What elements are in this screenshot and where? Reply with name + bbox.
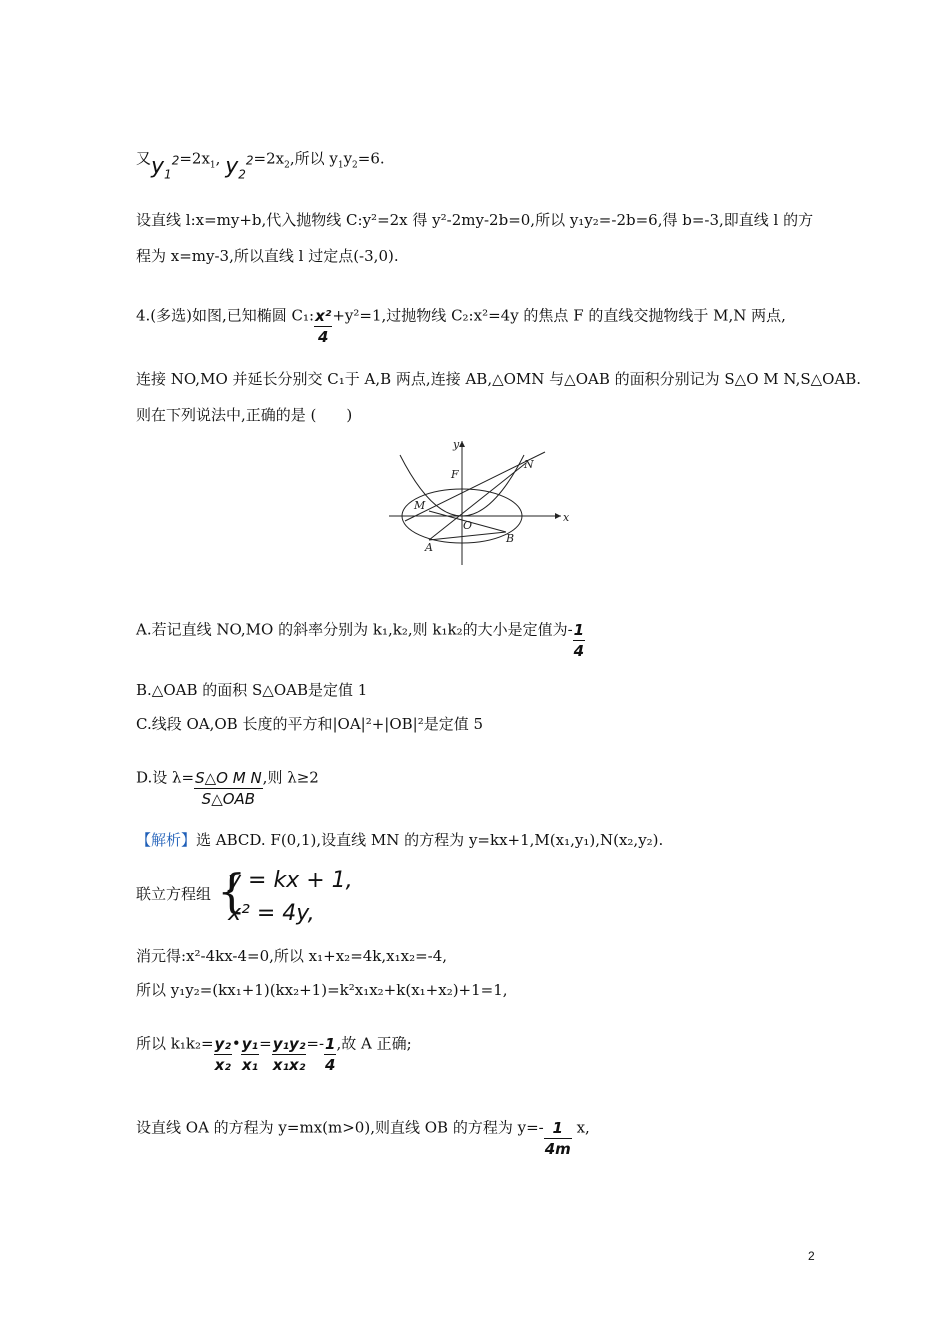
solution-line-4: 所以 k₁k₂= $\frac{\text{y₂}}{\text{x₂}}$ • $\frac{\text{y₁}}{\text{x₁}}$ = $\frac{\text{y₁y₂}}{\text{x₁x₂}}$ =- $\frac{1}{4}$ ,故 A 正确; <box>136 1034 412 1074</box>
label-x: x <box>563 511 570 524</box>
fraction-x2-over-4: $\frac{\text{x²}}{4}$ <box>315 307 332 346</box>
line-3: 程为 x=my-3,所以直线 l 过定点(-3,0). <box>136 247 399 265</box>
y2-squared: $y_2^2$ <box>225 154 254 182</box>
question-4-line-1: 4.(多选)如图,已知椭圆 C₁: $\frac{\text{x²}}{4}$ +y²=1,过抛物线 C₂:x²=4y 的焦点 F 的直线交抛物线于 M,N 两点, <box>136 306 786 346</box>
system-eq-2: x² = 4y, <box>228 901 315 926</box>
solution-line-5: 设直线 OA 的方程为 y=mx(m>0),则直线 OB 的方程为 y=- $\frac{1}{4m}$ x, <box>136 1118 590 1158</box>
line-2: 设直线 l:x=my+b,代入抛物线 C:y²=2x 得 y²-2my-2b=0,所以 y₁y₂=-2b=6,得 b=-3,即直线 l 的方 <box>136 211 814 229</box>
fraction-y1-x1: $\frac{\text{y₁}}{\text{x₁}}$ <box>241 1035 259 1074</box>
solution-line-2: 消元得:x²-4kx-4=0,所以 x₁+x₂=4k,x₁x₂=-4, <box>136 947 448 965</box>
question-4-line-3: 则在下列说法中,正确的是 ( ) <box>136 406 353 424</box>
fraction-lambda: $\frac{\text{S△O M N}}{\text{S△OAB}}$ <box>195 769 262 808</box>
system-brace: { <box>217 864 247 918</box>
label-n: N <box>524 458 534 471</box>
solution-line-1: 【解析】选 ABCD. F(0,1),设直线 MN 的方程为 y=kx+1,M(x₁,y₁),N(x₂,y₂). <box>136 831 664 849</box>
option-d: D.设 λ= $\frac{\text{S△O M N}}{\text{S△OAB}}$ ,则 λ≥2 <box>136 768 319 808</box>
equation-system: 联立方程组 <box>136 885 212 903</box>
solution-tag: 【解析】 <box>136 831 197 849</box>
option-a: A.若记直线 NO,MO 的斜率分别为 k₁,k₂,则 k₁k₂的大小是定值为- $\frac{1}{4}$ <box>136 620 585 660</box>
label-b: B <box>506 532 515 545</box>
fraction-y1y2-x1x2: $\frac{\text{y₁y₂}}{\text{x₁x₂}}$ <box>272 1035 306 1074</box>
fraction-1-over-4m: $\frac{1}{4m}$ <box>544 1119 571 1158</box>
option-b: B.△OAB 的面积 S△OAB是定值 1 <box>136 681 368 699</box>
solution-line-3: 所以 y₁y₂=(kx₁+1)(kx₂+1)=k²x₁x₂+k(x₁+x₂)+1=1, <box>136 981 508 999</box>
option-c: C.线段 OA,OB 长度的平方和|OA|²+|OB|²是定值 5 <box>136 715 484 733</box>
y1-squared: $y_1^2$ <box>151 154 180 182</box>
label-f: F <box>451 468 459 481</box>
label-a: A <box>425 541 433 554</box>
fraction-y2-x2: $\frac{\text{y₂}}{\text{x₂}}$ <box>214 1035 231 1074</box>
system-eq-1: y = kx + 1, <box>228 868 353 893</box>
fraction-minus-quarter: $\frac{1}{4}$ <box>325 1035 336 1074</box>
line-1: 又$y_1^2=2x_1$, $y_2^2=2x_2$,所以 $y_1y_2=6$. <box>136 149 385 182</box>
label-m: M <box>414 499 426 512</box>
label-o: O <box>463 519 473 532</box>
fraction-1-over-4: $\frac{1}{4}$ <box>573 621 585 660</box>
page-number: 2 <box>808 1249 815 1263</box>
ellipse-parabola-figure <box>385 435 575 570</box>
label-y: y <box>453 438 460 451</box>
question-4-line-2: 连接 NO,MO 并延长分别交 C₁于 A,B 两点,连接 AB,△OMN 与△OAB 的面积分别记为 S△O M N,S△OAB. <box>136 370 862 388</box>
